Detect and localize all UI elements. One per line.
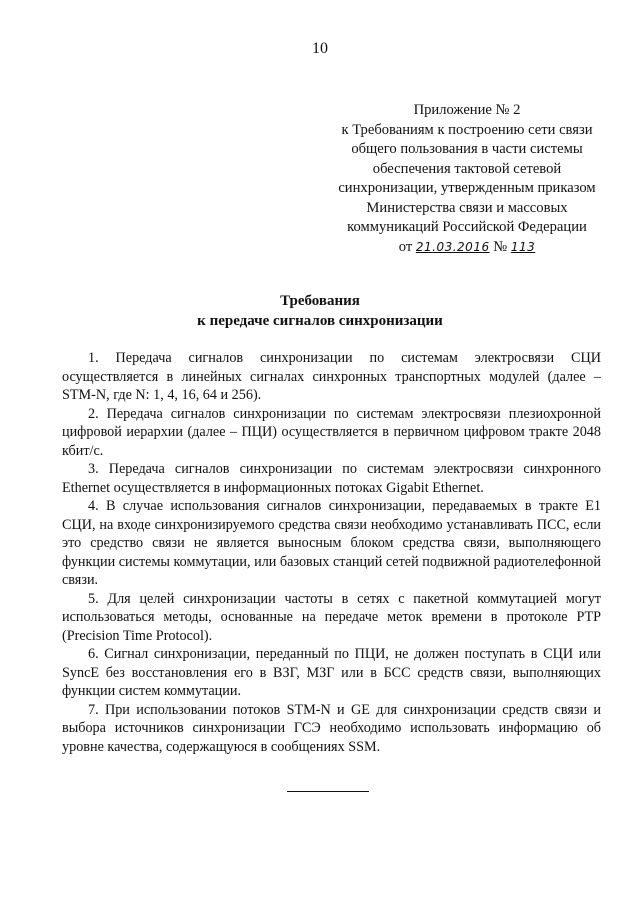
title-line-1: Требования <box>280 293 360 309</box>
appendix-line: обеспечения тактовой сетевой <box>372 160 562 177</box>
requirements-body <box>62 349 601 756</box>
title-line-2: к передаче сигналов синхронизации <box>197 313 443 329</box>
appendix-line: коммуникаций Российской Федерации <box>347 219 587 235</box>
handwritten-order-number: 113 <box>510 239 536 254</box>
requirement-paragraph: 3. Передача сигналов синхронизации по системам электросвязи синхронного Ethernet осуществляется в информационных потоках Gigabit Ethernet. <box>62 461 601 496</box>
requirement-paragraph: 7. При использовании потоков STM-N и GE для синхронизации средств связи и выбора источников синхронизации ГСЭ необходимо использовать информацию об уровне качества, содержащуюся в сообщениях SSM. <box>62 701 601 755</box>
order-date-line <box>318 238 616 258</box>
appendix-line: к Требованиям к построению сети связи <box>341 121 593 138</box>
document-title <box>0 291 640 331</box>
requirement-paragraph: 1. Передача сигналов синхронизации по системам электросвязи СЦИ осуществляется в линейных сигналах синхронных транспортных модулей (далее – STM-N, где N: 1, 4, 16, 64 и 256). <box>62 350 601 403</box>
appendix-line: Министерства связи и массовых <box>366 199 568 216</box>
requirement-paragraph: 2. Передача сигналов синхронизации по системам электросвязи плезиохронной цифровой иерархии (далее – ПЦИ) осуществляется в первичном цифровом тракте 2048 кбит/с. <box>62 405 601 459</box>
page-number: 10 <box>312 40 328 57</box>
appendix-line: синхронизации, утвержденным приказом <box>338 180 596 196</box>
appendix-line: общего пользования в части системы <box>351 141 583 157</box>
appendix-header <box>318 101 616 257</box>
end-divider <box>287 791 369 792</box>
appendix-line: Приложение № 2 <box>413 102 521 118</box>
requirement-paragraph: 4. В случае использования сигналов синхронизации, передаваемых в тракте Е1 СЦИ, на входе синхронизируемого средства связи необходимо устанавливать ПСС, если это средство связи не является выносным блоком средства связи, выполняющего функции системы коммутации, или базовых станций сетей подвижной радиотелефонной связи. <box>62 498 601 588</box>
handwritten-date: 21.03.2016 <box>415 239 490 254</box>
requirement-paragraph: 6. Сигнал синхронизации, переданный по ПЦИ, не должен поступать в СЦИ или SyncE без восстановления его в ВЗГ, МЗГ или в БСС средств связи, выполняющих функции систем коммутации. <box>62 646 601 699</box>
date-prefix: от <box>398 238 413 255</box>
requirement-paragraph: 5. Для целей синхронизации частоты в сетях с пакетной коммутацией могут использоваться методы, основанные на передаче меток времени в протоколе PTP (Precision Time Protocol). <box>62 590 601 644</box>
number-prefix: № <box>493 238 508 255</box>
